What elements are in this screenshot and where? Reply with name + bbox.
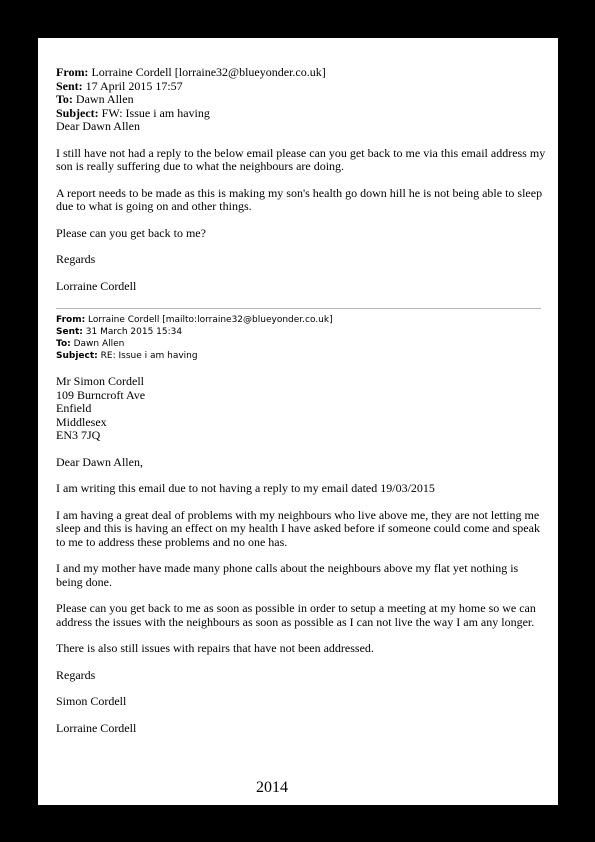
paragraph: I am having a great deal of problems with my neighbours who live above me, they are not letting me sleep and this is having an effect on my health I have asked before if someone could come and speak to me to address these problems and no one has. <box>56 507 540 549</box>
paragraph: Please can you get back to me as soon as possible in order to setup a meeting at my home so we can address the issues with the neighbours as soon as possible as I can not live the way I am any longer. <box>56 601 536 629</box>
paragraph: I am writing this email due to not having a reply to my email dated 19/03/2015 <box>56 481 435 495</box>
address-line: 109 Burncroft Ave <box>56 387 146 402</box>
greeting: Dear Dawn Allen <box>56 119 140 133</box>
address-line: Mr Simon Cordell <box>56 374 145 388</box>
paragraph: I still have not had a reply to the below email please can you get back to me via this email address my son is really suffering due to what the neighbours are doing. <box>56 145 546 173</box>
address-line: EN3 7JQ <box>56 428 101 442</box>
to-value: Dawn Allen <box>73 339 125 349</box>
to-line: To: Dawn Allen <box>56 92 134 106</box>
from-value: Lorraine Cordell [mailto:lorraine32@blueyonder.co.uk] <box>88 315 333 325</box>
paragraph: A report needs to be made as this is making my son's health go down hill he is not being able to sleep due to what is going on and other things. <box>56 185 543 213</box>
to-line: To: Dawn Allen <box>56 339 125 349</box>
from-line: From: Lorraine Cordell [mailto:lorraine32@blueyonder.co.uk] <box>56 315 333 325</box>
signature: Simon Cordell <box>56 694 127 708</box>
email-body <box>56 456 546 736</box>
sign-off: Regards <box>56 252 96 266</box>
signature: Lorraine Cordell <box>56 278 137 293</box>
from-line: From: Lorraine Cordell [lorraine32@blueyonder.co.uk] <box>56 65 326 79</box>
email-header <box>56 66 546 120</box>
subject-value: FW: Issue i am having <box>101 105 210 120</box>
greeting: Dear Dawn Allen, <box>56 454 143 469</box>
sent-line: Sent: 17 April 2015 17:57 <box>56 78 183 93</box>
subject-value: RE: Issue i am having <box>100 351 198 361</box>
paragraph: I and my mother have made many phone calls about the neighbours above my flat yet nothing is being done. <box>56 561 519 589</box>
address-line: Middlesex <box>56 414 107 429</box>
divider <box>56 308 541 309</box>
email-original-message <box>56 314 546 735</box>
email-forward-message <box>56 66 546 293</box>
sent-value: 17 April 2015 17:57 <box>85 78 183 93</box>
paragraph: Please can you get back to me? <box>56 225 206 240</box>
address-block <box>56 375 546 443</box>
email-header <box>56 314 546 362</box>
from-value: Lorraine Cordell [lorraine32@blueyonder.co.uk] <box>91 65 326 79</box>
paragraph: There is also still issues with repairs that have not been addressed. <box>56 641 374 655</box>
address-line: Enfield <box>56 401 92 415</box>
document-page <box>38 38 558 805</box>
page-number: 2014 <box>256 779 288 796</box>
to-value: Dawn Allen <box>75 92 134 106</box>
sign-off: Regards <box>56 667 96 682</box>
subject-line: Subject: RE: Issue i am having <box>56 351 198 361</box>
signature: Lorraine Cordell <box>56 720 137 735</box>
subject-line: Subject: FW: Issue i am having <box>56 105 210 120</box>
sent-value: 31 March 2015 15:34 <box>85 327 183 337</box>
sent-line: Sent: 31 March 2015 15:34 <box>56 327 183 337</box>
